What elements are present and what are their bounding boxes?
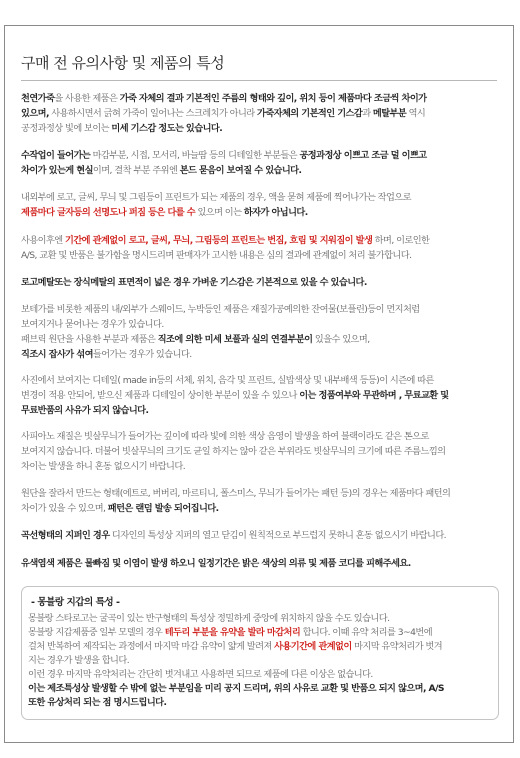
text-line: 직조시 잡사가 섞여들어가는 경우가 있습니다. [21, 349, 192, 360]
text-line: 곡선형태의 지퍼인 경우 디자인의 특성상 지퍼의 열고 닫김이 원칙적으로 부드럽지 못하니 혼동 없으시기 바랍니다. [21, 530, 447, 541]
page-title: 구매 전 유의사항 및 제품의 특성 [21, 54, 225, 72]
text-line: A/S, 교환 및 반품은 불가함을 명시드리며 판매자가 고시한 내용은 심의 결과에 관계없이 처리 불가합니다. [21, 250, 412, 261]
text-line: 지는 경우가 발생을 합니다. [28, 655, 130, 666]
text-line: 변경이 적용 안되어, 받으신 제품과 디테일이 상이한 부분이 있을 수 있으나 이는 정품여부와 무관하며 , 무료교환 및 [21, 390, 449, 401]
text-line: 차이는 발생을 하니 혼동 없으시기 바랍니다. [21, 461, 186, 472]
text-line: 차이가 있을 수 있으며, 패턴은 랜덤 발송 되어집니다. [21, 503, 219, 514]
text-line: 보테가를 비롯한 제품의 내/외부가 스웨이드, 누박등인 제품은 재질가공예의한 잔여물(보플린)등이 먼지처럼 [21, 304, 420, 315]
note-pattern-random [21, 486, 499, 516]
text-line: 원단을 잘라서 만드는 형태(에트로, 버버리, 마르티니, 폴스미스, 무늬가 들어가는 패턴 등)의 경우는 제품마다 패턴의 [21, 488, 451, 499]
note-curved-zipper [21, 528, 499, 543]
text-line: 천연가죽을 사용한 제품은 가죽 자체의 결과 기본적인 주름의 형태와 깊이, 위치 등이 제품마다 조금씩 차이가 [21, 93, 427, 104]
text-line: 패브릭 원단을 사용한 부분과 제품은 직조에 의한 미세 보풀과 실의 연결부분이 있을수 있으며, [21, 334, 370, 345]
montblanc-notice-text [28, 612, 490, 710]
text-line: 차이가 있는게 현실이며, 결착 부분 주위엔 본드 묻음이 보여질 수 있습니다. [21, 165, 302, 176]
text-line: 공정과정상 빛에 보이는 미세 기스감 정도는 있습니다. [21, 123, 223, 134]
text-line: 사진에서 보여지는 디테일( made in등의 서체, 위치, 음각 및 프린트, 실밥색상 및 내부배색 등등)이 시즌에 따른 [21, 375, 434, 386]
note-metal-scratches [21, 275, 499, 290]
text-line: 이는 제조특성상 발생할 수 밖에 없는 부분임을 미리 공지 드리며, 위의 사유로 교환 및 반품으 되지 않으며, A/S [28, 683, 444, 694]
text-line: 또한 유상처리 되는 점 명시드립니다. [28, 697, 167, 708]
text-line: 로고메탈또는 장식메탈의 표면적이 넓은 경우 가벼운 기스감은 기본적으로 있을 수 있습니다. [21, 277, 367, 288]
note-print-clarity [21, 190, 499, 220]
text-line: 보여지거나 묻어나는 경우가 있습니다. [21, 319, 164, 330]
note-print-wear [21, 233, 499, 263]
title-divider [21, 80, 497, 81]
note-color-bleed [21, 556, 499, 571]
note-handmade-finish [21, 148, 499, 178]
text-line: 수작업이 들어가는 마감부분, 시접, 모서리, 바늘땀 등의 디테일한 부분들은 공정과정상 이쁘고 조금 덜 이쁘고 [21, 150, 427, 161]
text-line: 사피아노 재질은 빗살무늬가 들어가는 깊이에 따라 빛에 의한 색상 음영이 발생을 하여 블랙이라도 같은 톤으로 [21, 431, 429, 442]
text-line: 몽블랑 지갑제품중 일부 모델의 경우 테두리 부분을 유약을 발라 마감처리 합니다. 이때 유약 처리를 3~4번에 [28, 627, 433, 638]
text-line: 사용이후엔 기간에 관계없이 로고, 글씨, 무늬, 그림등의 프린트는 번짐, 흐림 및 지워짐이 발생 하며, 이로인한 [21, 235, 430, 246]
note-saffiano [21, 429, 499, 474]
text-line: 있으며, 사용하시면서 긁혀 가죽이 일어나는 스크레치가 아니라 가죽자체의 기본적인 기스감과 메탈부분 역시 [21, 108, 426, 119]
note-suede-fabric [21, 302, 499, 362]
note-leather-texture [21, 91, 499, 136]
text-line: 제품마다 글자등의 선명도나 퍼짐 등은 다를 수 있으며 이는 하자가 아닙니다. [21, 207, 308, 218]
note-detail-changes [21, 373, 499, 418]
text-line: 내외부에 로고, 글씨, 무늬 및 그림등이 프린트가 되는 제품의 경우, 액을 묻혀 제품에 찍어나가는 작업으로 [21, 192, 411, 203]
text-line: 걸처 반복하여 제작되는 과정에서 마지막 마감 유약이 얇게 발려져 사용기간에 관계없이 마지막 유약처리가 벗겨 [28, 641, 443, 652]
text-line: 보여지지 않습니다. 더불어 빗살무늬의 크기도 균일 하지는 않아 같은 부위라도 빗살무늬의 크기에 따른 주름느낌의 [21, 446, 446, 457]
text-line: 이런 경우 마지막 유약처리는 간단히 벗겨내고 사용하면 되므로 제품에 다른 이상은 없습니다. [28, 669, 373, 680]
text-line: 무료반품의 사유가 되지 않습니다. [21, 405, 149, 416]
text-line: 유색염색 제품은 물빠짐 및 이염이 발생 하오니 일정기간은 밝은 색상의 의류 및 제품 코디를 피해주세요. [21, 558, 411, 569]
text-line: 몽블랑 스타로고는 굴곡이 있는 반구형태의 특성상 정밀하게 중앙에 위치하지 않을 수도 있습니다. [28, 613, 390, 624]
montblanc-box-title: - 몽블랑 지갑의 특성 - [31, 597, 120, 608]
